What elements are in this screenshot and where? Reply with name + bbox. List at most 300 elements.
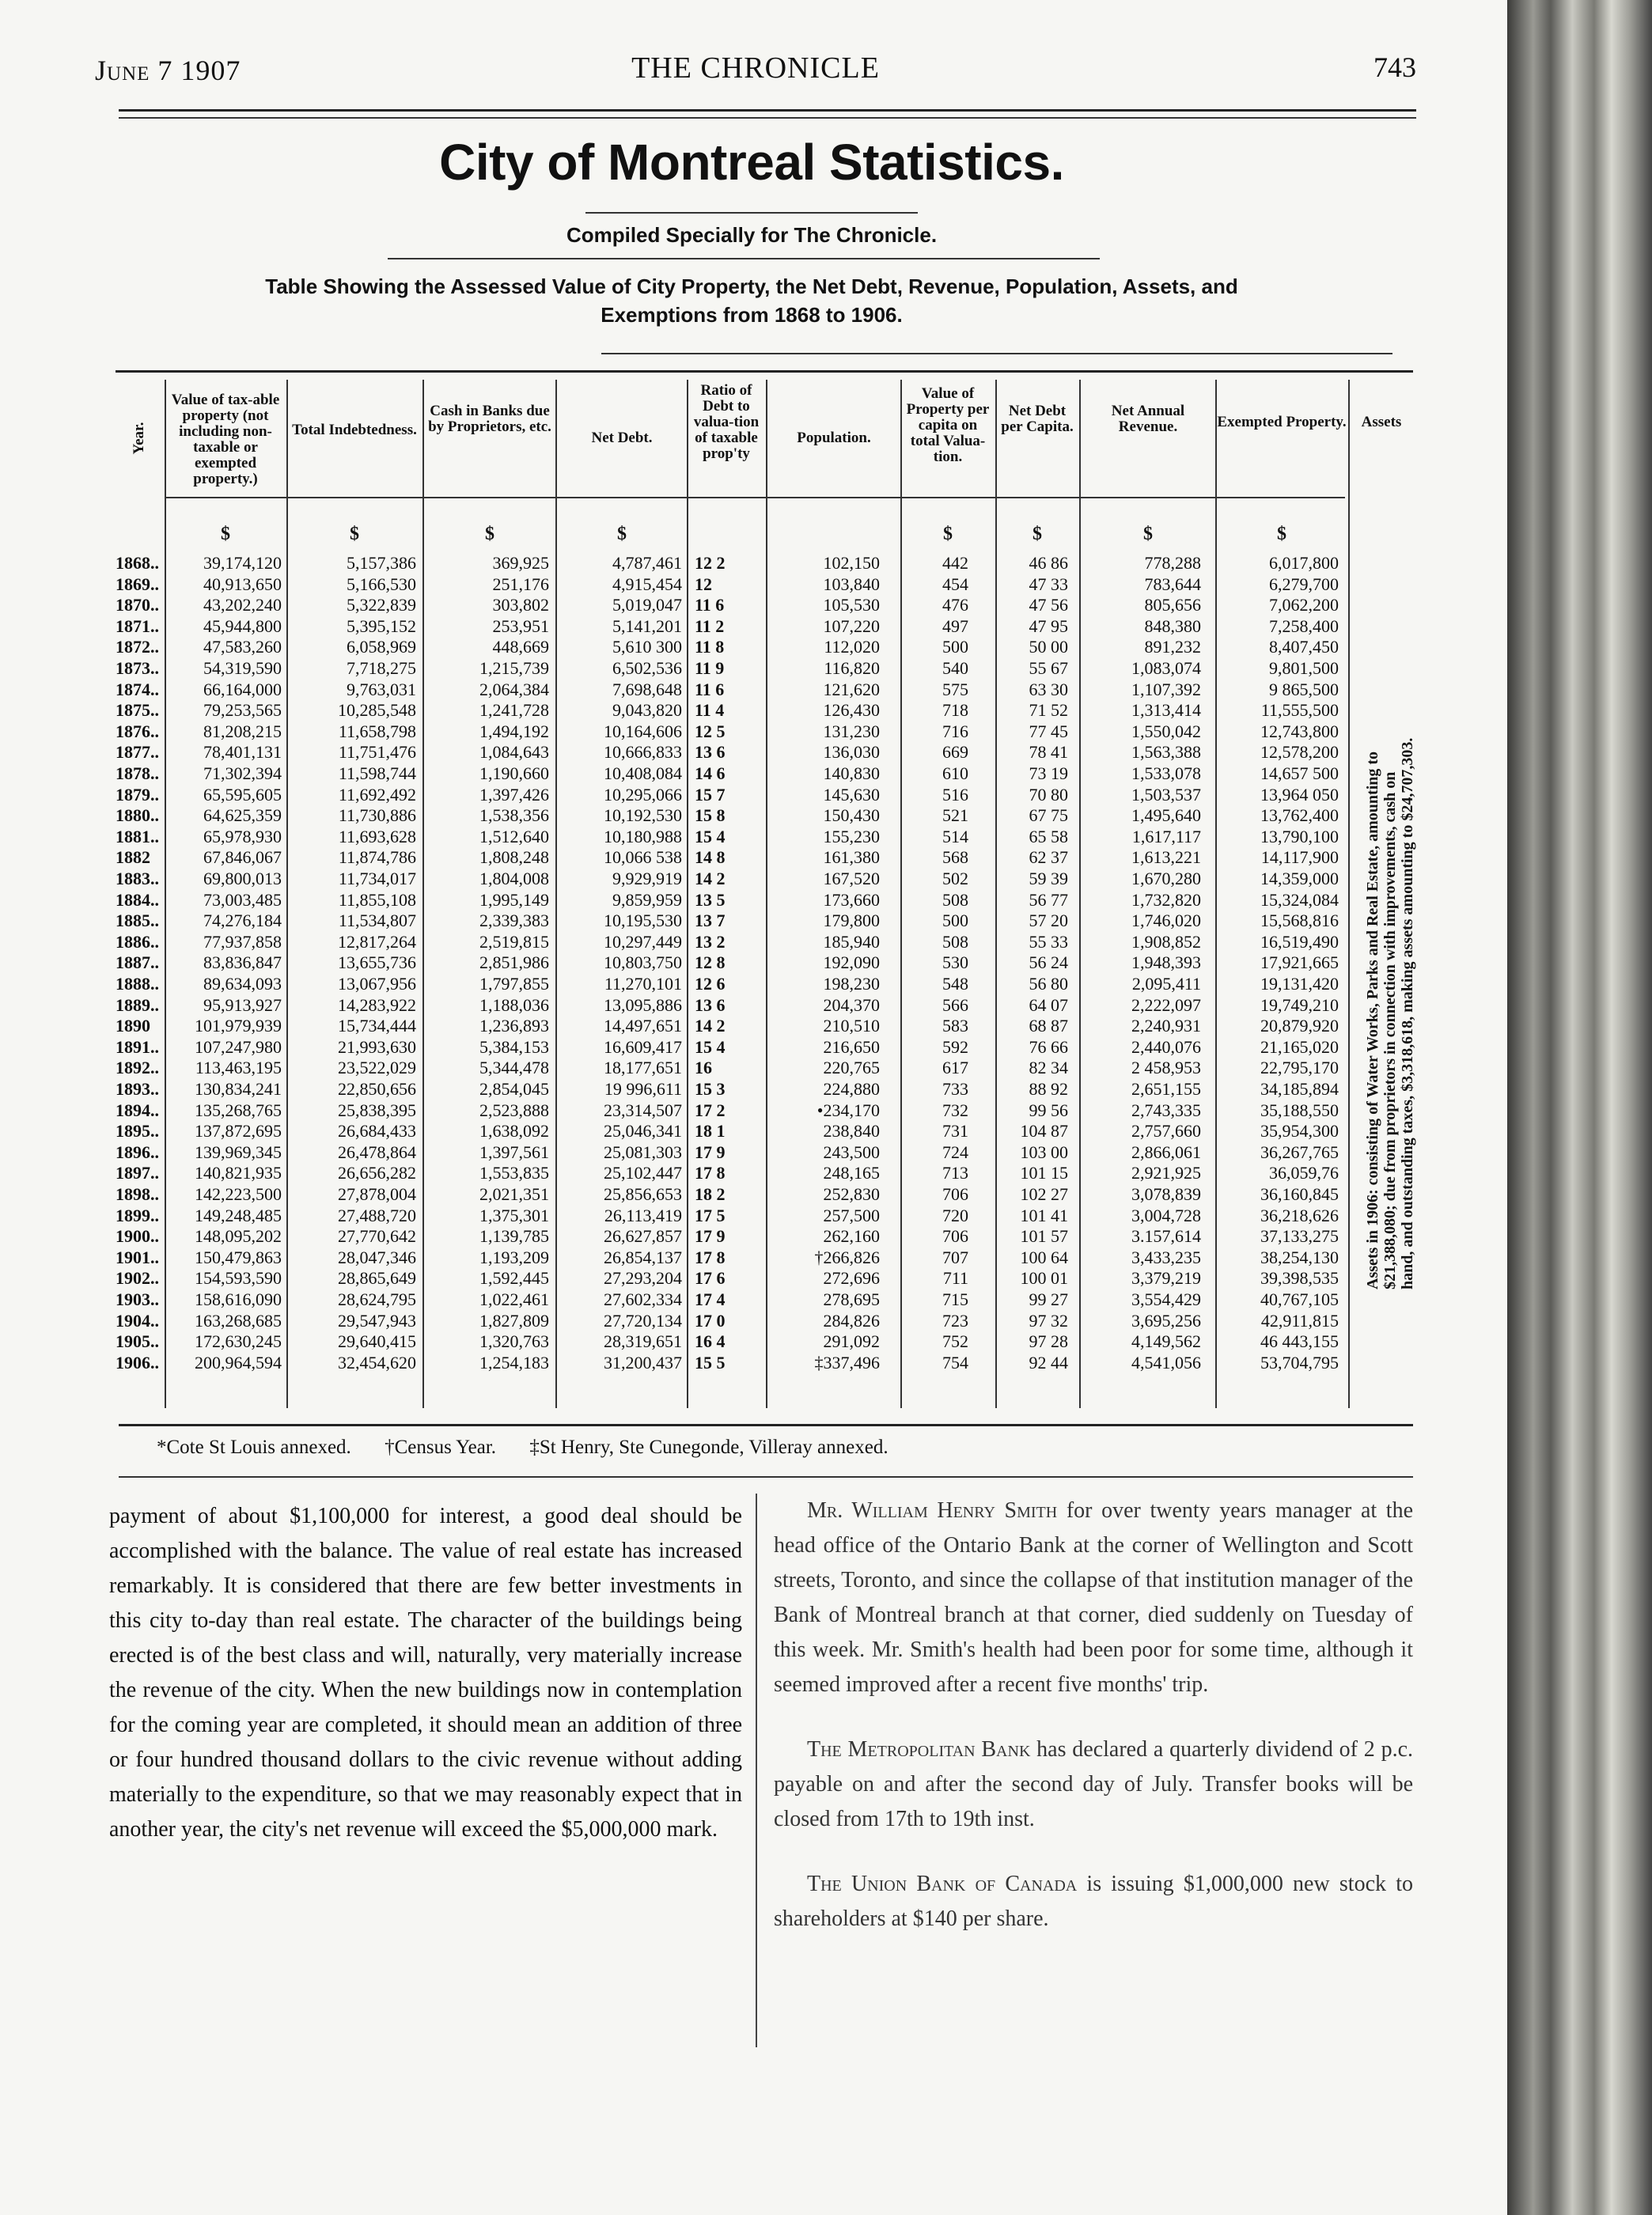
paragraph-union-bank bbox=[774, 1867, 1413, 1937]
assets-note-line-3: hand, and outstanding taxes, $3,318,618, making assets amounting to $24,707,303. bbox=[1399, 737, 1416, 1289]
table-footnotes bbox=[119, 1437, 1423, 1459]
cell-population: 116,820 bbox=[824, 658, 880, 678]
cell-revenue: 891,232 bbox=[1144, 637, 1201, 657]
cell-net-debt: 28,319,651 bbox=[604, 1331, 682, 1352]
cell-indebtedness: 9,763,031 bbox=[347, 679, 416, 699]
cell-net-debt: 26,627,857 bbox=[604, 1226, 682, 1247]
cell-population: 131,230 bbox=[823, 721, 880, 741]
cell-exempted: 12,743,800 bbox=[1260, 721, 1339, 741]
cell-year: 1896.. bbox=[116, 1142, 159, 1162]
cell-indebtedness: 32,454,620 bbox=[338, 1352, 416, 1373]
table-row bbox=[116, 597, 1413, 613]
cell-year: 1882 bbox=[116, 847, 150, 868]
table-row bbox=[116, 952, 1413, 973]
cell-debt-per-capita: 103 00 bbox=[1020, 1142, 1068, 1162]
cell-value-per-capita: 454 bbox=[942, 574, 968, 594]
cell-cash: 1,995,149 bbox=[479, 889, 549, 910]
statistics-table bbox=[116, 380, 1416, 1408]
cell-revenue: 2,440,076 bbox=[1131, 1036, 1201, 1057]
metropolitan-lead: The Metropolitan Bank bbox=[807, 1737, 1031, 1762]
cell-indebtedness: 11,730,886 bbox=[338, 805, 416, 826]
cell-revenue: 1,533,078 bbox=[1131, 763, 1201, 783]
cell-value-per-capita: 617 bbox=[942, 1058, 968, 1078]
footnote-rule bbox=[119, 1476, 1413, 1478]
cell-value: 66,164,000 bbox=[203, 679, 282, 699]
cell-value: 39,174,120 bbox=[203, 553, 282, 573]
cell-net-debt: 25,081,303 bbox=[604, 1142, 682, 1162]
cell-cash: 1,494,192 bbox=[479, 721, 549, 741]
cell-ratio: 11 8 bbox=[695, 637, 725, 657]
cell-ratio: 11 6 bbox=[695, 679, 725, 699]
smith-lead: Mr. William Henry Smith bbox=[807, 1498, 1058, 1523]
cell-indebtedness: 11,751,476 bbox=[338, 742, 416, 763]
cell-ratio: 17 6 bbox=[695, 1268, 726, 1289]
cell-net-debt: 13,095,886 bbox=[604, 994, 682, 1015]
cell-net-debt: 10,295,066 bbox=[604, 784, 682, 805]
union-bank-text: is issuing $1,000,000 new stock to shareholders at $140 per share. bbox=[774, 1872, 1413, 1931]
cell-ratio: 11 9 bbox=[695, 658, 725, 678]
cell-debt-per-capita: 67 75 bbox=[1029, 805, 1068, 826]
paragraph-metropolitan bbox=[774, 1732, 1413, 1837]
table-caption bbox=[119, 272, 1385, 329]
assets-note-line-2: $21,388,080; due from proprietors in connection with improvements, cash on bbox=[1381, 771, 1399, 1289]
cell-debt-per-capita: 100 01 bbox=[1020, 1268, 1068, 1289]
col-header-year: Year. bbox=[131, 422, 147, 455]
cell-cash: 1,022,461 bbox=[479, 1289, 549, 1309]
cell-ratio: 17 9 bbox=[695, 1226, 726, 1247]
cell-exempted: 17,921,665 bbox=[1260, 952, 1339, 973]
caption-line-1: Table Showing the Assessed Value of City Property, the Net Debt, Revenue, Population, Assets, and bbox=[265, 275, 1238, 298]
cell-debt-per-capita: 92 44 bbox=[1029, 1352, 1068, 1373]
cell-debt-per-capita: 104 87 bbox=[1020, 1121, 1068, 1142]
cell-revenue: 1,613,221 bbox=[1131, 847, 1201, 868]
cell-indebtedness: 11,693,628 bbox=[338, 826, 416, 846]
cell-population: 136,030 bbox=[823, 742, 880, 763]
cell-revenue: 2,921,925 bbox=[1131, 1163, 1201, 1183]
cell-cash: 5,384,153 bbox=[479, 1036, 549, 1057]
cell-indebtedness: 12,817,264 bbox=[338, 931, 416, 952]
cell-population: 278,695 bbox=[823, 1289, 880, 1309]
cell-debt-per-capita: 56 77 bbox=[1029, 889, 1068, 910]
cell-population: 248,165 bbox=[823, 1163, 880, 1183]
cell-year: 1886.. bbox=[116, 931, 159, 952]
cell-exempted: 20,879,920 bbox=[1260, 1016, 1339, 1036]
cell-indebtedness: 26,684,433 bbox=[338, 1121, 416, 1142]
cell-debt-per-capita: 55 67 bbox=[1029, 658, 1068, 678]
cell-year: 1894.. bbox=[116, 1100, 159, 1120]
cell-debt-per-capita: 59 39 bbox=[1029, 869, 1068, 888]
cell-value: 163,268,685 bbox=[195, 1310, 282, 1331]
cell-revenue: 2,866,061 bbox=[1131, 1142, 1201, 1162]
left-article-column bbox=[109, 1499, 742, 1847]
cell-ratio: 11 6 bbox=[695, 595, 725, 615]
cell-revenue: 3,004,728 bbox=[1131, 1205, 1201, 1225]
cell-revenue: 1,617,117 bbox=[1131, 826, 1201, 846]
cell-debt-per-capita: 55 33 bbox=[1029, 931, 1068, 952]
cell-revenue: 3,554,429 bbox=[1131, 1289, 1201, 1309]
cell-exempted: 14,657 500 bbox=[1260, 763, 1339, 783]
cell-revenue: 3,078,839 bbox=[1131, 1184, 1201, 1204]
cell-net-debt: 27,602,334 bbox=[604, 1289, 682, 1309]
cell-ratio: 12 8 bbox=[695, 952, 726, 973]
cell-debt-per-capita: 57 20 bbox=[1029, 911, 1068, 931]
cell-population: 150,430 bbox=[823, 805, 880, 826]
cell-year: 1884.. bbox=[116, 889, 159, 910]
cell-year: 1895.. bbox=[116, 1121, 159, 1142]
cell-exempted: 36,160,845 bbox=[1260, 1184, 1339, 1204]
cell-population: †266,826 bbox=[814, 1247, 880, 1267]
cell-indebtedness: 13,067,956 bbox=[338, 974, 416, 994]
table-row bbox=[116, 1205, 1413, 1225]
table-top-rule bbox=[116, 370, 1413, 373]
col-header-assets: Assets bbox=[1361, 414, 1402, 430]
cell-year: 1887.. bbox=[116, 952, 159, 973]
cell-debt-per-capita: 99 27 bbox=[1029, 1289, 1068, 1309]
cell-cash: 369,925 bbox=[492, 553, 549, 573]
table-row bbox=[116, 639, 1413, 655]
cell-indebtedness: 11,658,798 bbox=[338, 721, 416, 741]
cell-revenue: 1,107,392 bbox=[1131, 679, 1201, 699]
cell-debt-per-capita: 47 95 bbox=[1029, 615, 1068, 636]
cell-indebtedness: 5,322,839 bbox=[347, 595, 416, 615]
cell-net-debt: 9,859,959 bbox=[612, 889, 682, 910]
smith-text: for over twenty years manager at the head office of the Ontario Bank at the corner of Wellington and Scott streets, Toronto, and since the collapse of that institution manager of the Bank of Montreal branch at that corner, died suddenly on Tuesday of this week. Mr. Smith's health had been poor for some time, although it seemed improved after a recent five months' trip. bbox=[774, 1498, 1414, 1697]
cell-year: 1888.. bbox=[116, 974, 159, 994]
col-header-debt-per-capita: Net Debt per Capita. bbox=[1001, 403, 1074, 435]
cell-indebtedness: 23,522,029 bbox=[338, 1058, 416, 1078]
cell-cash: 1,512,640 bbox=[479, 826, 549, 846]
cell-population: 167,520 bbox=[823, 869, 880, 888]
cell-ratio: 15 8 bbox=[695, 805, 726, 826]
cell-year: 1905.. bbox=[116, 1331, 159, 1352]
cell-value-per-capita: 508 bbox=[942, 889, 968, 910]
cell-value: 149,248,485 bbox=[195, 1205, 282, 1225]
cell-debt-per-capita: 56 80 bbox=[1029, 974, 1068, 994]
cell-value: 95,913,927 bbox=[203, 994, 282, 1015]
cell-year: 1891.. bbox=[116, 1036, 159, 1057]
cell-value-per-capita: 575 bbox=[942, 679, 968, 699]
col-header-exempted: Exempted Property. bbox=[1217, 414, 1347, 430]
table-row bbox=[116, 826, 1413, 846]
cell-value-per-capita: 706 bbox=[942, 1184, 968, 1204]
cell-value: 200,964,594 bbox=[195, 1352, 282, 1373]
cell-value-per-capita: 514 bbox=[942, 826, 968, 846]
header-rule bbox=[119, 109, 1416, 112]
table-row bbox=[116, 615, 1413, 636]
cell-population: 126,430 bbox=[823, 700, 880, 721]
cell-revenue: 3,695,256 bbox=[1131, 1310, 1201, 1331]
header-rule-2 bbox=[119, 117, 1416, 119]
cell-cash: 1,592,445 bbox=[479, 1268, 549, 1289]
cell-exempted: 12,578,200 bbox=[1260, 742, 1339, 763]
cell-year: 1892.. bbox=[116, 1058, 159, 1078]
cell-ratio: 14 2 bbox=[695, 869, 726, 888]
dollar-sign-exempted: $ bbox=[1277, 524, 1286, 544]
table-row bbox=[116, 721, 1413, 741]
cell-revenue: 805,656 bbox=[1144, 595, 1201, 615]
cell-population: 262,160 bbox=[823, 1226, 880, 1247]
cell-revenue: 2,222,097 bbox=[1131, 994, 1201, 1015]
cell-population: 238,840 bbox=[823, 1121, 880, 1142]
cell-net-debt: 10,066 538 bbox=[604, 847, 682, 868]
cell-value: 79,253,565 bbox=[203, 700, 282, 721]
cell-exempted: 6,017,800 bbox=[1269, 553, 1339, 573]
table-row bbox=[116, 1226, 1413, 1247]
cell-exempted: 19,131,420 bbox=[1260, 974, 1339, 994]
cell-cash: 1,139,785 bbox=[479, 1226, 549, 1247]
cell-population: 291,092 bbox=[823, 1331, 880, 1352]
cell-exempted: 15,568,816 bbox=[1260, 911, 1339, 931]
cell-year: 1883.. bbox=[116, 869, 159, 888]
cell-year: 1871.. bbox=[116, 615, 159, 636]
cell-ratio: 15 3 bbox=[695, 1079, 726, 1099]
dollar-sign-cash: $ bbox=[485, 524, 494, 544]
cell-value: 45,944,800 bbox=[203, 615, 282, 636]
cell-cash: 1,375,301 bbox=[479, 1205, 549, 1225]
cell-exempted: 35,954,300 bbox=[1260, 1121, 1339, 1142]
cell-value-per-capita: 500 bbox=[942, 637, 968, 657]
cell-indebtedness: 11,734,017 bbox=[338, 869, 416, 888]
cell-exempted: 36,267,765 bbox=[1260, 1142, 1339, 1162]
cell-exempted: 37,133,275 bbox=[1260, 1226, 1339, 1247]
cell-value-per-capita: 540 bbox=[942, 658, 968, 678]
cell-year: 1897.. bbox=[116, 1163, 159, 1183]
cell-indebtedness: 25,838,395 bbox=[338, 1100, 416, 1120]
cell-population: 284,826 bbox=[823, 1310, 880, 1331]
cell-year: 1901.. bbox=[116, 1247, 159, 1267]
cell-revenue: 778,288 bbox=[1144, 553, 1201, 573]
cell-net-debt: 9,929,919 bbox=[612, 869, 682, 888]
cell-revenue: 4,541,056 bbox=[1131, 1352, 1201, 1373]
cell-value: 148,095,202 bbox=[195, 1226, 282, 1247]
cell-debt-per-capita: 78 41 bbox=[1029, 742, 1068, 763]
cell-value-per-capita: 716 bbox=[942, 721, 968, 741]
col-header-net-debt: Net Debt. bbox=[591, 430, 653, 446]
table-row bbox=[116, 889, 1413, 910]
cell-year: 1873.. bbox=[116, 658, 159, 678]
cell-value: 158,616,090 bbox=[195, 1289, 282, 1309]
cell-year: 1906.. bbox=[116, 1352, 159, 1373]
cell-value: 47,583,260 bbox=[203, 637, 282, 657]
table-row bbox=[116, 1184, 1413, 1204]
cell-value-per-capita: 530 bbox=[942, 952, 968, 973]
cell-population: 140,830 bbox=[823, 763, 880, 783]
cell-indebtedness: 21,993,630 bbox=[338, 1036, 416, 1057]
cell-revenue: 2 458,953 bbox=[1131, 1058, 1201, 1078]
cell-net-debt: 27,293,204 bbox=[604, 1268, 682, 1289]
table-row bbox=[116, 679, 1413, 699]
cell-indebtedness: 13,655,736 bbox=[338, 952, 416, 973]
col-header-ratio: Ratio of Debt to valua-tion of taxable prop'ty bbox=[693, 382, 760, 462]
cell-exempted: 39,398,535 bbox=[1260, 1268, 1339, 1289]
cell-net-debt: 10,297,449 bbox=[604, 931, 682, 952]
cell-population: 121,620 bbox=[823, 679, 880, 699]
cell-value: 65,978,930 bbox=[203, 826, 282, 846]
cell-debt-per-capita: 47 56 bbox=[1029, 595, 1068, 615]
cell-cash: 1,188,036 bbox=[479, 994, 549, 1015]
cell-debt-per-capita: 65 58 bbox=[1029, 826, 1068, 846]
footnote-census: †Census Year. bbox=[385, 1437, 497, 1458]
cell-debt-per-capita: 97 32 bbox=[1029, 1310, 1068, 1331]
cell-cash: 303,802 bbox=[492, 595, 549, 615]
table-row bbox=[116, 574, 1413, 594]
cell-value: 73,003,485 bbox=[203, 889, 282, 910]
col-header-value: Value of tax-able property (not including non-taxable or exempted property.) bbox=[171, 392, 280, 487]
issue-date: June 7 1907 bbox=[95, 55, 241, 86]
cell-ratio: 14 6 bbox=[695, 763, 726, 783]
cell-indebtedness: 28,047,346 bbox=[338, 1247, 416, 1267]
cell-ratio: 16 bbox=[695, 1058, 712, 1078]
cell-population: 112,020 bbox=[824, 637, 880, 657]
dollar-sign-revenue: $ bbox=[1143, 524, 1153, 544]
cell-population: •234,170 bbox=[817, 1100, 880, 1120]
cell-value-per-capita: 715 bbox=[942, 1289, 968, 1309]
cell-debt-per-capita: 88 92 bbox=[1029, 1079, 1068, 1099]
cell-ratio: 13 6 bbox=[695, 742, 726, 763]
cell-indebtedness: 11,534,807 bbox=[338, 911, 416, 931]
cell-value-per-capita: 754 bbox=[942, 1352, 968, 1373]
cell-exempted: 53,704,795 bbox=[1260, 1352, 1339, 1373]
cell-indebtedness: 14,283,922 bbox=[338, 994, 416, 1015]
cell-year: 1879.. bbox=[116, 784, 159, 805]
cell-exempted: 13,790,100 bbox=[1260, 826, 1339, 846]
cell-debt-per-capita: 46 86 bbox=[1029, 553, 1068, 573]
cell-value-per-capita: 707 bbox=[942, 1247, 968, 1267]
cell-value: 130,834,241 bbox=[195, 1079, 282, 1099]
cell-value-per-capita: 508 bbox=[942, 931, 968, 952]
cell-net-debt: 5,610 300 bbox=[612, 637, 682, 657]
cell-value: 65,595,605 bbox=[203, 784, 282, 805]
cell-indebtedness: 28,865,649 bbox=[338, 1268, 416, 1289]
cell-value-per-capita: 476 bbox=[942, 595, 968, 615]
cell-exempted: 34,185,894 bbox=[1260, 1079, 1339, 1099]
cell-net-debt: 25,102,447 bbox=[604, 1163, 682, 1183]
cell-debt-per-capita: 77 45 bbox=[1029, 721, 1068, 741]
cell-value: 67,846,067 bbox=[203, 847, 282, 868]
assets-note bbox=[1364, 451, 1416, 1289]
table-row bbox=[116, 763, 1413, 783]
cell-net-debt: 6,502,536 bbox=[612, 658, 682, 678]
cell-net-debt: 26,854,137 bbox=[604, 1247, 682, 1267]
cell-net-debt: 26,113,419 bbox=[604, 1205, 682, 1225]
cell-cash: 1,241,728 bbox=[479, 700, 549, 721]
cell-indebtedness: 5,395,152 bbox=[347, 615, 416, 636]
caption-line-2: Exemptions from 1868 to 1906. bbox=[601, 303, 903, 327]
cell-ratio: 16 4 bbox=[695, 1331, 726, 1352]
dollar-sign-indebtedness: $ bbox=[350, 524, 359, 544]
cell-cash: 2,851,986 bbox=[479, 952, 549, 973]
cell-net-debt: 10,408,084 bbox=[604, 763, 682, 783]
cell-value-per-capita: 724 bbox=[942, 1142, 968, 1162]
assets-note-line-1: Assets in 1906: consisting of Water Works, Parks and Real Estate, amounting to bbox=[1364, 751, 1381, 1289]
cell-net-debt: 10,192,530 bbox=[604, 805, 682, 826]
cell-year: 1893.. bbox=[116, 1079, 159, 1099]
cell-revenue: 1,503,537 bbox=[1131, 784, 1201, 805]
cell-exempted: 8,407,450 bbox=[1269, 637, 1339, 657]
cell-cash: 2,021,351 bbox=[479, 1184, 549, 1204]
cell-value: 77,937,858 bbox=[203, 931, 282, 952]
table-row bbox=[116, 871, 1413, 887]
cell-net-debt: 10,180,988 bbox=[604, 826, 682, 846]
cell-indebtedness: 22,850,656 bbox=[338, 1079, 416, 1099]
cell-year: 1890 bbox=[116, 1016, 150, 1036]
cell-indebtedness: 29,547,943 bbox=[338, 1310, 416, 1331]
cell-ratio: 17 8 bbox=[695, 1163, 726, 1183]
cell-exempted: 40,767,105 bbox=[1260, 1289, 1339, 1309]
cell-net-debt: 31,200,437 bbox=[604, 1352, 682, 1373]
cell-revenue: 1,563,388 bbox=[1131, 742, 1201, 763]
cell-revenue: 1,495,640 bbox=[1131, 805, 1201, 826]
cell-value: 81,208,215 bbox=[203, 721, 282, 741]
cell-indebtedness: 27,770,642 bbox=[338, 1226, 416, 1247]
cell-population: 173,660 bbox=[823, 889, 880, 910]
col-header-population: Population. bbox=[797, 430, 871, 446]
cell-exempted: 7,062,200 bbox=[1269, 595, 1339, 615]
cell-year: 1881.. bbox=[116, 826, 159, 846]
cell-value-per-capita: 723 bbox=[942, 1310, 968, 1331]
cell-cash: 1,254,183 bbox=[479, 1352, 549, 1373]
table-row bbox=[116, 1060, 1413, 1076]
cell-debt-per-capita: 99 56 bbox=[1029, 1100, 1068, 1120]
caption-rule bbox=[601, 353, 1392, 354]
cell-ratio: 17 8 bbox=[695, 1247, 726, 1267]
cell-year: 1870.. bbox=[116, 595, 159, 615]
cell-indebtedness: 11,855,108 bbox=[338, 889, 416, 910]
cell-exempted: 7,258,400 bbox=[1269, 615, 1339, 636]
cell-cash: 2,519,815 bbox=[479, 931, 549, 952]
cell-value-per-capita: 500 bbox=[942, 911, 968, 931]
table-row bbox=[116, 1352, 1413, 1373]
cell-population: 257,500 bbox=[823, 1205, 880, 1225]
dollar-sign-value-per-capita: $ bbox=[943, 524, 953, 544]
table-row bbox=[116, 1165, 1413, 1181]
cell-net-debt: 10,164,606 bbox=[604, 721, 682, 741]
cell-value-per-capita: 548 bbox=[942, 974, 968, 994]
paragraph-smith bbox=[774, 1494, 1413, 1702]
cell-exempted: 11,555,500 bbox=[1260, 700, 1339, 721]
cell-population: 216,650 bbox=[823, 1036, 880, 1057]
cell-ratio: 17 9 bbox=[695, 1142, 726, 1162]
cell-net-debt: 4,915,454 bbox=[612, 574, 682, 594]
cell-net-debt: 7,698,648 bbox=[612, 679, 682, 699]
cell-population: 252,830 bbox=[823, 1184, 880, 1204]
cell-ratio: 13 5 bbox=[695, 889, 726, 910]
cell-exempted: 15,324,084 bbox=[1260, 889, 1339, 910]
cell-cash: 2,064,384 bbox=[479, 679, 549, 699]
cell-debt-per-capita: 101 41 bbox=[1020, 1205, 1068, 1225]
cell-net-debt: 5,019,047 bbox=[612, 595, 682, 615]
cell-value-per-capita: 497 bbox=[942, 615, 968, 636]
cell-debt-per-capita: 102 27 bbox=[1020, 1184, 1068, 1204]
cell-year: 1898.. bbox=[116, 1184, 159, 1204]
cell-debt-per-capita: 100 64 bbox=[1020, 1247, 1068, 1267]
cell-ratio: 12 2 bbox=[695, 553, 726, 573]
cell-ratio: 13 6 bbox=[695, 994, 726, 1015]
cell-exempted: 13,762,400 bbox=[1260, 805, 1339, 826]
cell-ratio: 15 4 bbox=[695, 826, 726, 846]
cell-net-debt: 9,043,820 bbox=[612, 700, 682, 721]
cell-indebtedness: 11,874,786 bbox=[338, 847, 416, 868]
cell-population: 155,230 bbox=[823, 826, 880, 846]
right-article-column bbox=[774, 1494, 1413, 1967]
cell-debt-per-capita: 70 80 bbox=[1029, 784, 1068, 805]
cell-cash: 1,538,356 bbox=[479, 805, 549, 826]
cell-value-per-capita: 732 bbox=[942, 1100, 968, 1120]
cell-value: 135,268,765 bbox=[195, 1100, 282, 1120]
cell-ratio: 13 2 bbox=[695, 931, 726, 952]
page-header bbox=[95, 46, 1416, 93]
cell-value-per-capita: 713 bbox=[942, 1163, 968, 1183]
